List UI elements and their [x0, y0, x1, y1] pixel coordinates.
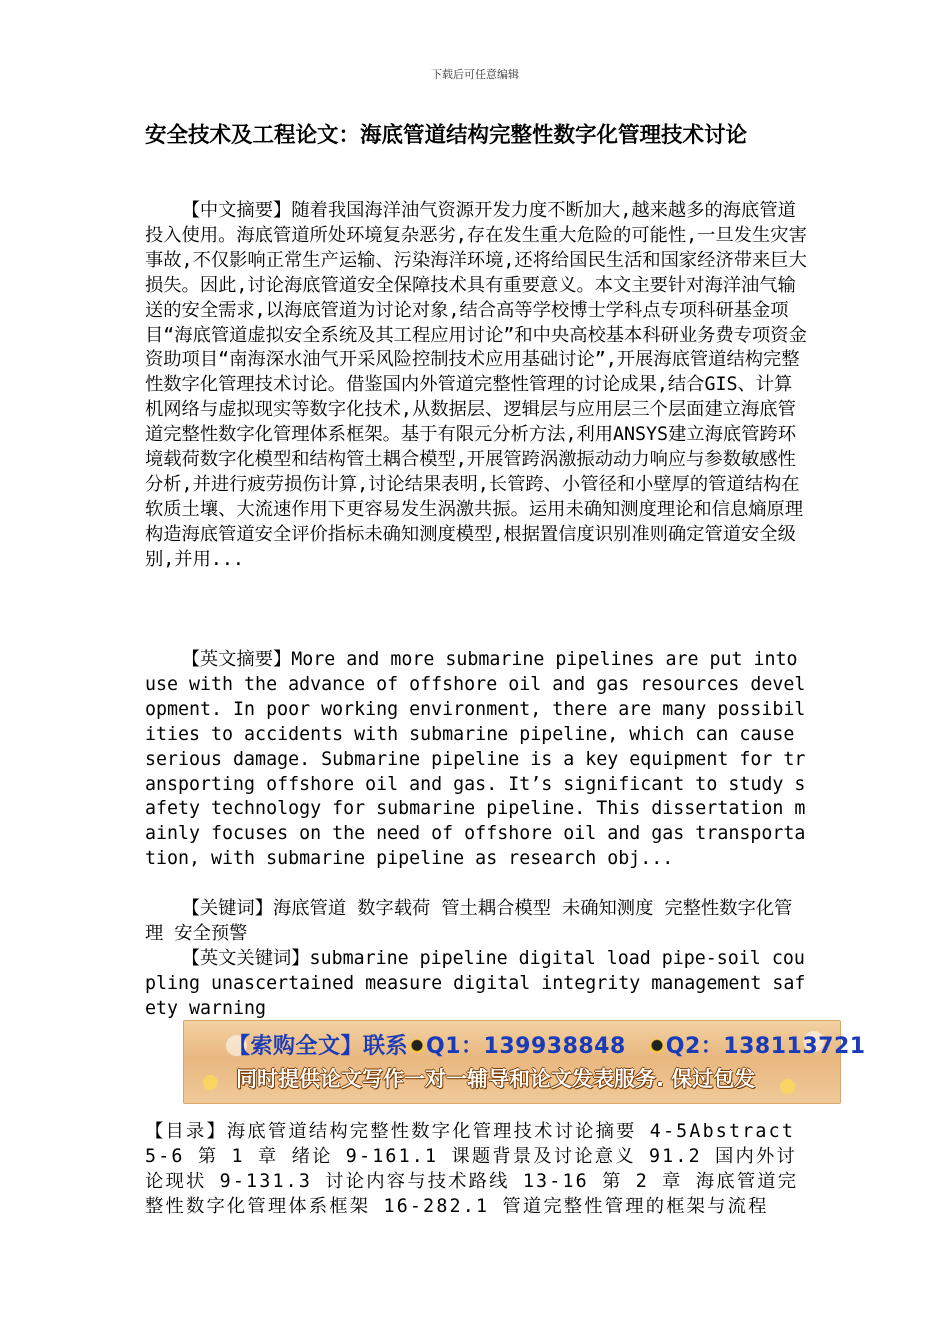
banner-order-label: 【索购全文】联系: [228, 1034, 409, 1059]
qq-penguin-icon: [409, 1039, 425, 1055]
banner-service-line: 同时提供论文写作一对一辅导和论文发表服务. 保过包发: [236, 1067, 756, 1091]
keywords-english: 【英文关键词】submarine pipeline digital load pipe-soil coupling unascertained measure digital integrity management safety warning: [145, 948, 806, 1019]
banner-qq2: Q2：138113721: [665, 1034, 866, 1059]
abstract-english: 【英文摘要】More and more submarine pipelines are put into use with the advance of offshore oil and gas resources development. In poor working environment, there are many possibilities to accidents with submarine pipeline, which can cause serious damage. Submarine pipeline is a key equipment for transporting offshore oil and gas. It’s significant to study safety technology for submarine pipeline. This dissertation mainly focuses on the need of offshore oil and gas transportation, with submarine pipeline as research obj...: [145, 649, 806, 870]
contact-banner[interactable]: [183, 1020, 866, 1104]
banner-qq1: Q1：139938848: [426, 1034, 626, 1059]
table-of-contents: 【目录】海底管道结构完整性数字化管理技术讨论摘要 4-5Abstract5-6 第 1 章 绪论 9-161.1 课题背景及讨论意义 91.2 国内外讨论现状 9-131.3 讨论内容与技术路线 13-16 第 2 章 海底管道完整性数字化管理体系框架 16-282.1 管道完整性管理的框架与流程: [145, 1121, 799, 1217]
banner-contact-line: [228, 1029, 866, 1060]
header-note: 下载后可任意编辑: [431, 68, 519, 81]
qq-penguin-icon: [649, 1039, 665, 1055]
document-title: 安全技术及工程论文：海底管道结构完整性数字化管理技术讨论: [145, 123, 748, 148]
keywords-chinese: 【关键词】海底管道 数字载荷 管土耦合模型 未确知测度 完整性数字化管理 安全预警: [145, 898, 793, 944]
abstract-chinese: 【中文摘要】随着我国海洋油气资源开发力度不断加大,越来越多的海底管道投入使用。海底管道所处环境复杂恶劣,存在发生重大危险的可能性,一旦发生灾害事故,不仅影响正常生产运输、污染海洋环境,还将给国民生活和国家经济带来巨大损失。因此,讨论海底管道安全保障技术具有重要意义。本文主要针对海洋油气输送的安全需求,以海底管道为讨论对象,结合高等学校博士学科点专项科研基金项目“海底管道虚拟安全系统及其工程应用讨论”和中央高校基本科研业务费专项资金资助项目“南海深水油气开采风险控制技术应用基础讨论”,开展海底管道结构完整性数字化管理技术讨论。借鉴国内外管道完整性管理的讨论成果,结合GIS、计算机网络与虚拟现实等数字化技术,从数据层、逻辑层与应用层三个层面建立海底管道完整性数字化管理体系框架。基于有限元分析方法,利用ANSYS建立海底管跨环境载荷数字化模型和结构管土耦合模型,开展管跨涡激振动动力响应与参数敏感性分析,并进行疲劳损伤计算,讨论结果表明,长管跨、小管径和小壁厚的管道结构在软质土壤、大流速作用下更容易发生涡激共振。运用未确知测度理论和信息熵原理构造海底管道安全评价指标未确知测度模型,根据置信度识别准则确定管道安全级别,并用...: [145, 200, 807, 570]
